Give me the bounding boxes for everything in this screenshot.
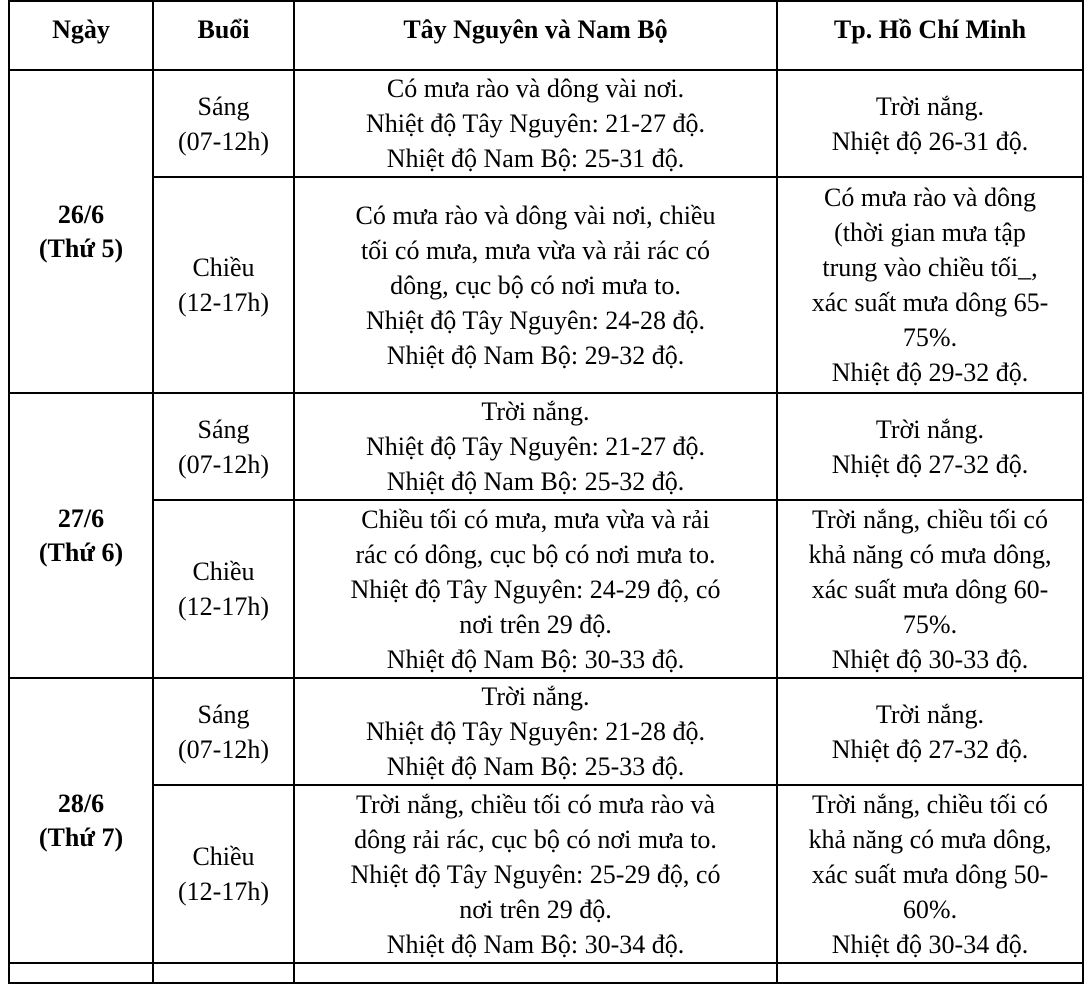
clipped-cell: [153, 963, 294, 983]
table-row-afternoon: [9, 177, 1083, 393]
region-forecast-cell: Chiều tối có mưa, mưa vừa và rải rác có dông, cục bộ có nơi mưa to. Nhiệt độ Tây Nguyên: 24-29 độ, có nơi trên 29 độ. Nhiệt độ Nam Bộ: 30-33 độ.: [294, 500, 777, 678]
table-header-row: [9, 1, 1083, 70]
region-forecast-cell: Có mưa rào và dông vài nơi, chiều tối có mưa, mưa vừa và rải rác có dông, cục bộ có nơi mưa to. Nhiệt độ Tây Nguyên: 24-28 độ. Nhiệt độ Nam Bộ: 29-32 độ.: [294, 177, 777, 393]
city-forecast-cell: Trời nắng. Nhiệt độ 27-32 độ.: [777, 393, 1083, 500]
clipped-cell: [777, 963, 1083, 983]
region-forecast-cell: Trời nắng. Nhiệt độ Tây Nguyên: 21-28 độ. Nhiệt độ Nam Bộ: 25-33 độ.: [294, 678, 777, 785]
weather-forecast-table: [8, 0, 1084, 984]
city-forecast-cell: Trời nắng, chiều tối có khả năng có mưa dông, xác suất mưa dông 50- 60%. Nhiệt độ 30-34 độ.: [777, 785, 1083, 963]
table-row-morning: [9, 678, 1083, 785]
header-day: Ngày: [9, 1, 153, 70]
city-forecast-cell: Trời nắng. Nhiệt độ 27-32 độ.: [777, 678, 1083, 785]
session-cell: Sáng (07-12h): [153, 70, 294, 177]
region-forecast-cell: Có mưa rào và dông vài nơi. Nhiệt độ Tây Nguyên: 21-27 độ. Nhiệt độ Nam Bộ: 25-31 độ.: [294, 70, 777, 177]
table-row-morning: [9, 393, 1083, 500]
table-row-afternoon: [9, 500, 1083, 678]
session-cell: Chiều (12-17h): [153, 500, 294, 678]
session-cell: Sáng (07-12h): [153, 393, 294, 500]
city-forecast-cell: Trời nắng. Nhiệt độ 26-31 độ.: [777, 70, 1083, 177]
header-session: Buổi: [153, 1, 294, 70]
day-cell: 27/6 (Thứ 6): [9, 393, 153, 678]
city-forecast-cell: Có mưa rào và dông (thời gian mưa tập trung vào chiều tối_, xác suất mưa dông 65- 75%. Nhiệt độ 29-32 độ.: [777, 177, 1083, 393]
clipped-cell: [294, 963, 777, 983]
header-city: Tp. Hồ Chí Minh: [777, 1, 1083, 70]
table-row-clipped: [9, 963, 1083, 983]
clipped-cell: [9, 963, 153, 983]
region-forecast-cell: Trời nắng, chiều tối có mưa rào và dông rải rác, cục bộ có nơi mưa to. Nhiệt độ Tây Nguyên: 25-29 độ, có nơi trên 29 độ. Nhiệt độ Nam Bộ: 30-34 độ.: [294, 785, 777, 963]
table-row-afternoon: [9, 785, 1083, 963]
session-cell: Sáng (07-12h): [153, 678, 294, 785]
day-cell: 26/6 (Thứ 5): [9, 70, 153, 393]
region-forecast-cell: Trời nắng. Nhiệt độ Tây Nguyên: 21-27 độ. Nhiệt độ Nam Bộ: 25-32 độ.: [294, 393, 777, 500]
session-cell: Chiều (12-17h): [153, 177, 294, 393]
city-forecast-cell: Trời nắng, chiều tối có khả năng có mưa dông, xác suất mưa dông 60- 75%. Nhiệt độ 30-33 độ.: [777, 500, 1083, 678]
day-cell: 28/6 (Thứ 7): [9, 678, 153, 963]
session-cell: Chiều (12-17h): [153, 785, 294, 963]
header-region: Tây Nguyên và Nam Bộ: [294, 1, 777, 70]
table-row-morning: [9, 70, 1083, 177]
